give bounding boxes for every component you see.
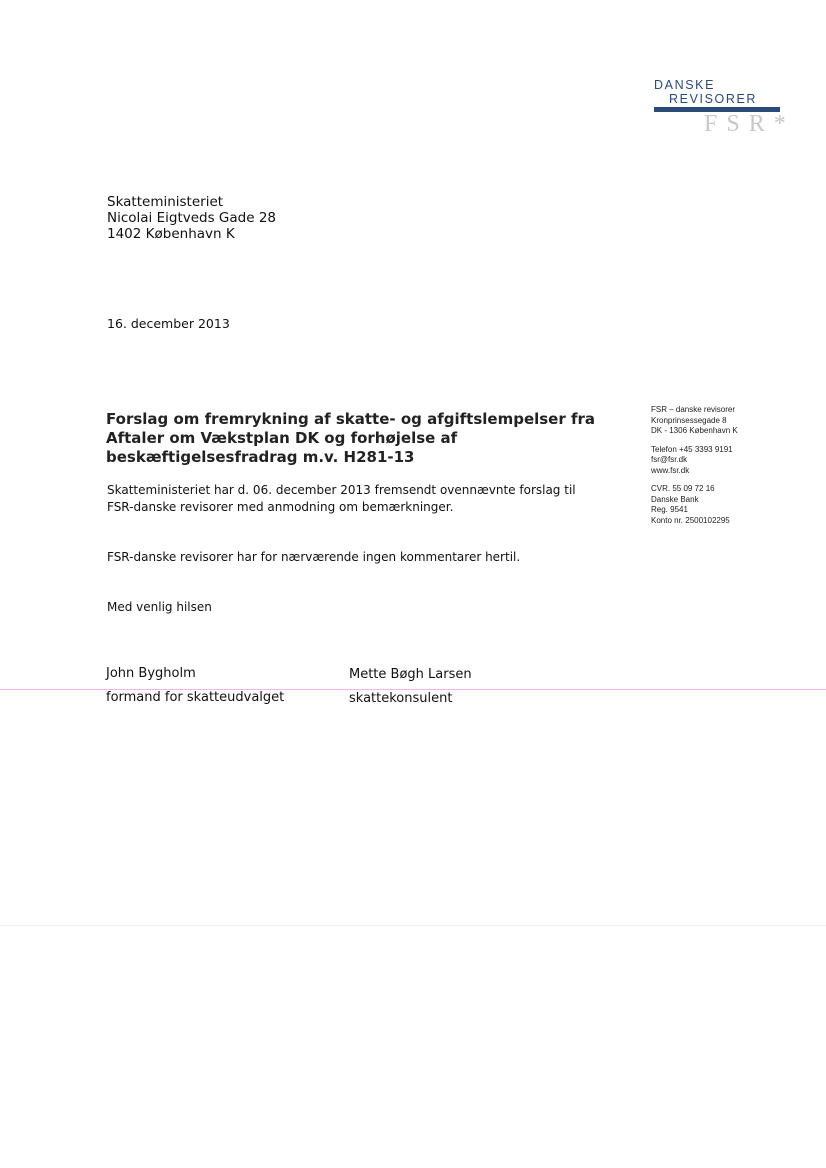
logo-text-danske: DANSKE [654,78,716,92]
logo-text-revisorer: REVISORER [669,92,758,106]
signature-role-2: skattekonsulent [349,691,453,706]
sender-bank: Danske Bank [651,494,699,504]
closing-greeting: Med venlig hilsen [107,600,212,614]
sender-street: Kronprinsessegade 8 [651,415,727,425]
body-paragraph-2: FSR-danske revisorer har for nærværende ingen kommentarer hertil. [107,550,521,564]
recipient-city: 1402 København K [107,226,235,242]
sender-web: www.fsr.dk [651,465,690,475]
subject-line-2: Aftaler om Vækstplan DK og forhøjelse af [106,429,458,447]
recipient-address [107,194,276,242]
signature-name-1: John Bygholm [106,666,196,681]
subject-line-3: beskæftigelsesfradrag m.v. H281-13 [106,448,415,466]
sender-reg: Reg. 9541 [651,505,688,514]
sender-email: fsr@fsr.dk [651,455,688,464]
fsr-logo-mark: FSR* [704,111,795,137]
sender-info-block [651,405,738,526]
recipient-street: Nicolai Eigtveds Gade 28 [107,210,277,226]
page-divider [0,925,826,926]
signature-name-2: Mette Bøgh Larsen [349,667,472,682]
body-p1-line-2: FSR-danske revisorer med anmodning om bemærkninger. [107,500,454,514]
recipient-name: Skatteministeriet [107,194,224,210]
body-paragraph-1 [107,482,576,516]
sender-phone: Telefon +45 3393 9191 [651,444,733,454]
sender-account: Konto nr. 2500102295 [651,515,730,525]
sender-city: DK - 1306 København K [651,426,738,435]
body-p1-line-1: Skatteministeriet har d. 06. december 2013 fremsendt ovennævnte forslag til [107,483,576,497]
signature-role-1: formand for skatteudvalget [106,690,285,705]
letter-date: 16. december 2013 [107,316,230,331]
letter-subject [106,410,606,467]
subject-line-1: Forslag om fremrykning af skatte- og afgiftslempelser fra [106,410,596,428]
sender-cvr: CVR. 55 09 72 16 [651,484,715,493]
sender-org: FSR – danske revisorer [651,405,736,414]
